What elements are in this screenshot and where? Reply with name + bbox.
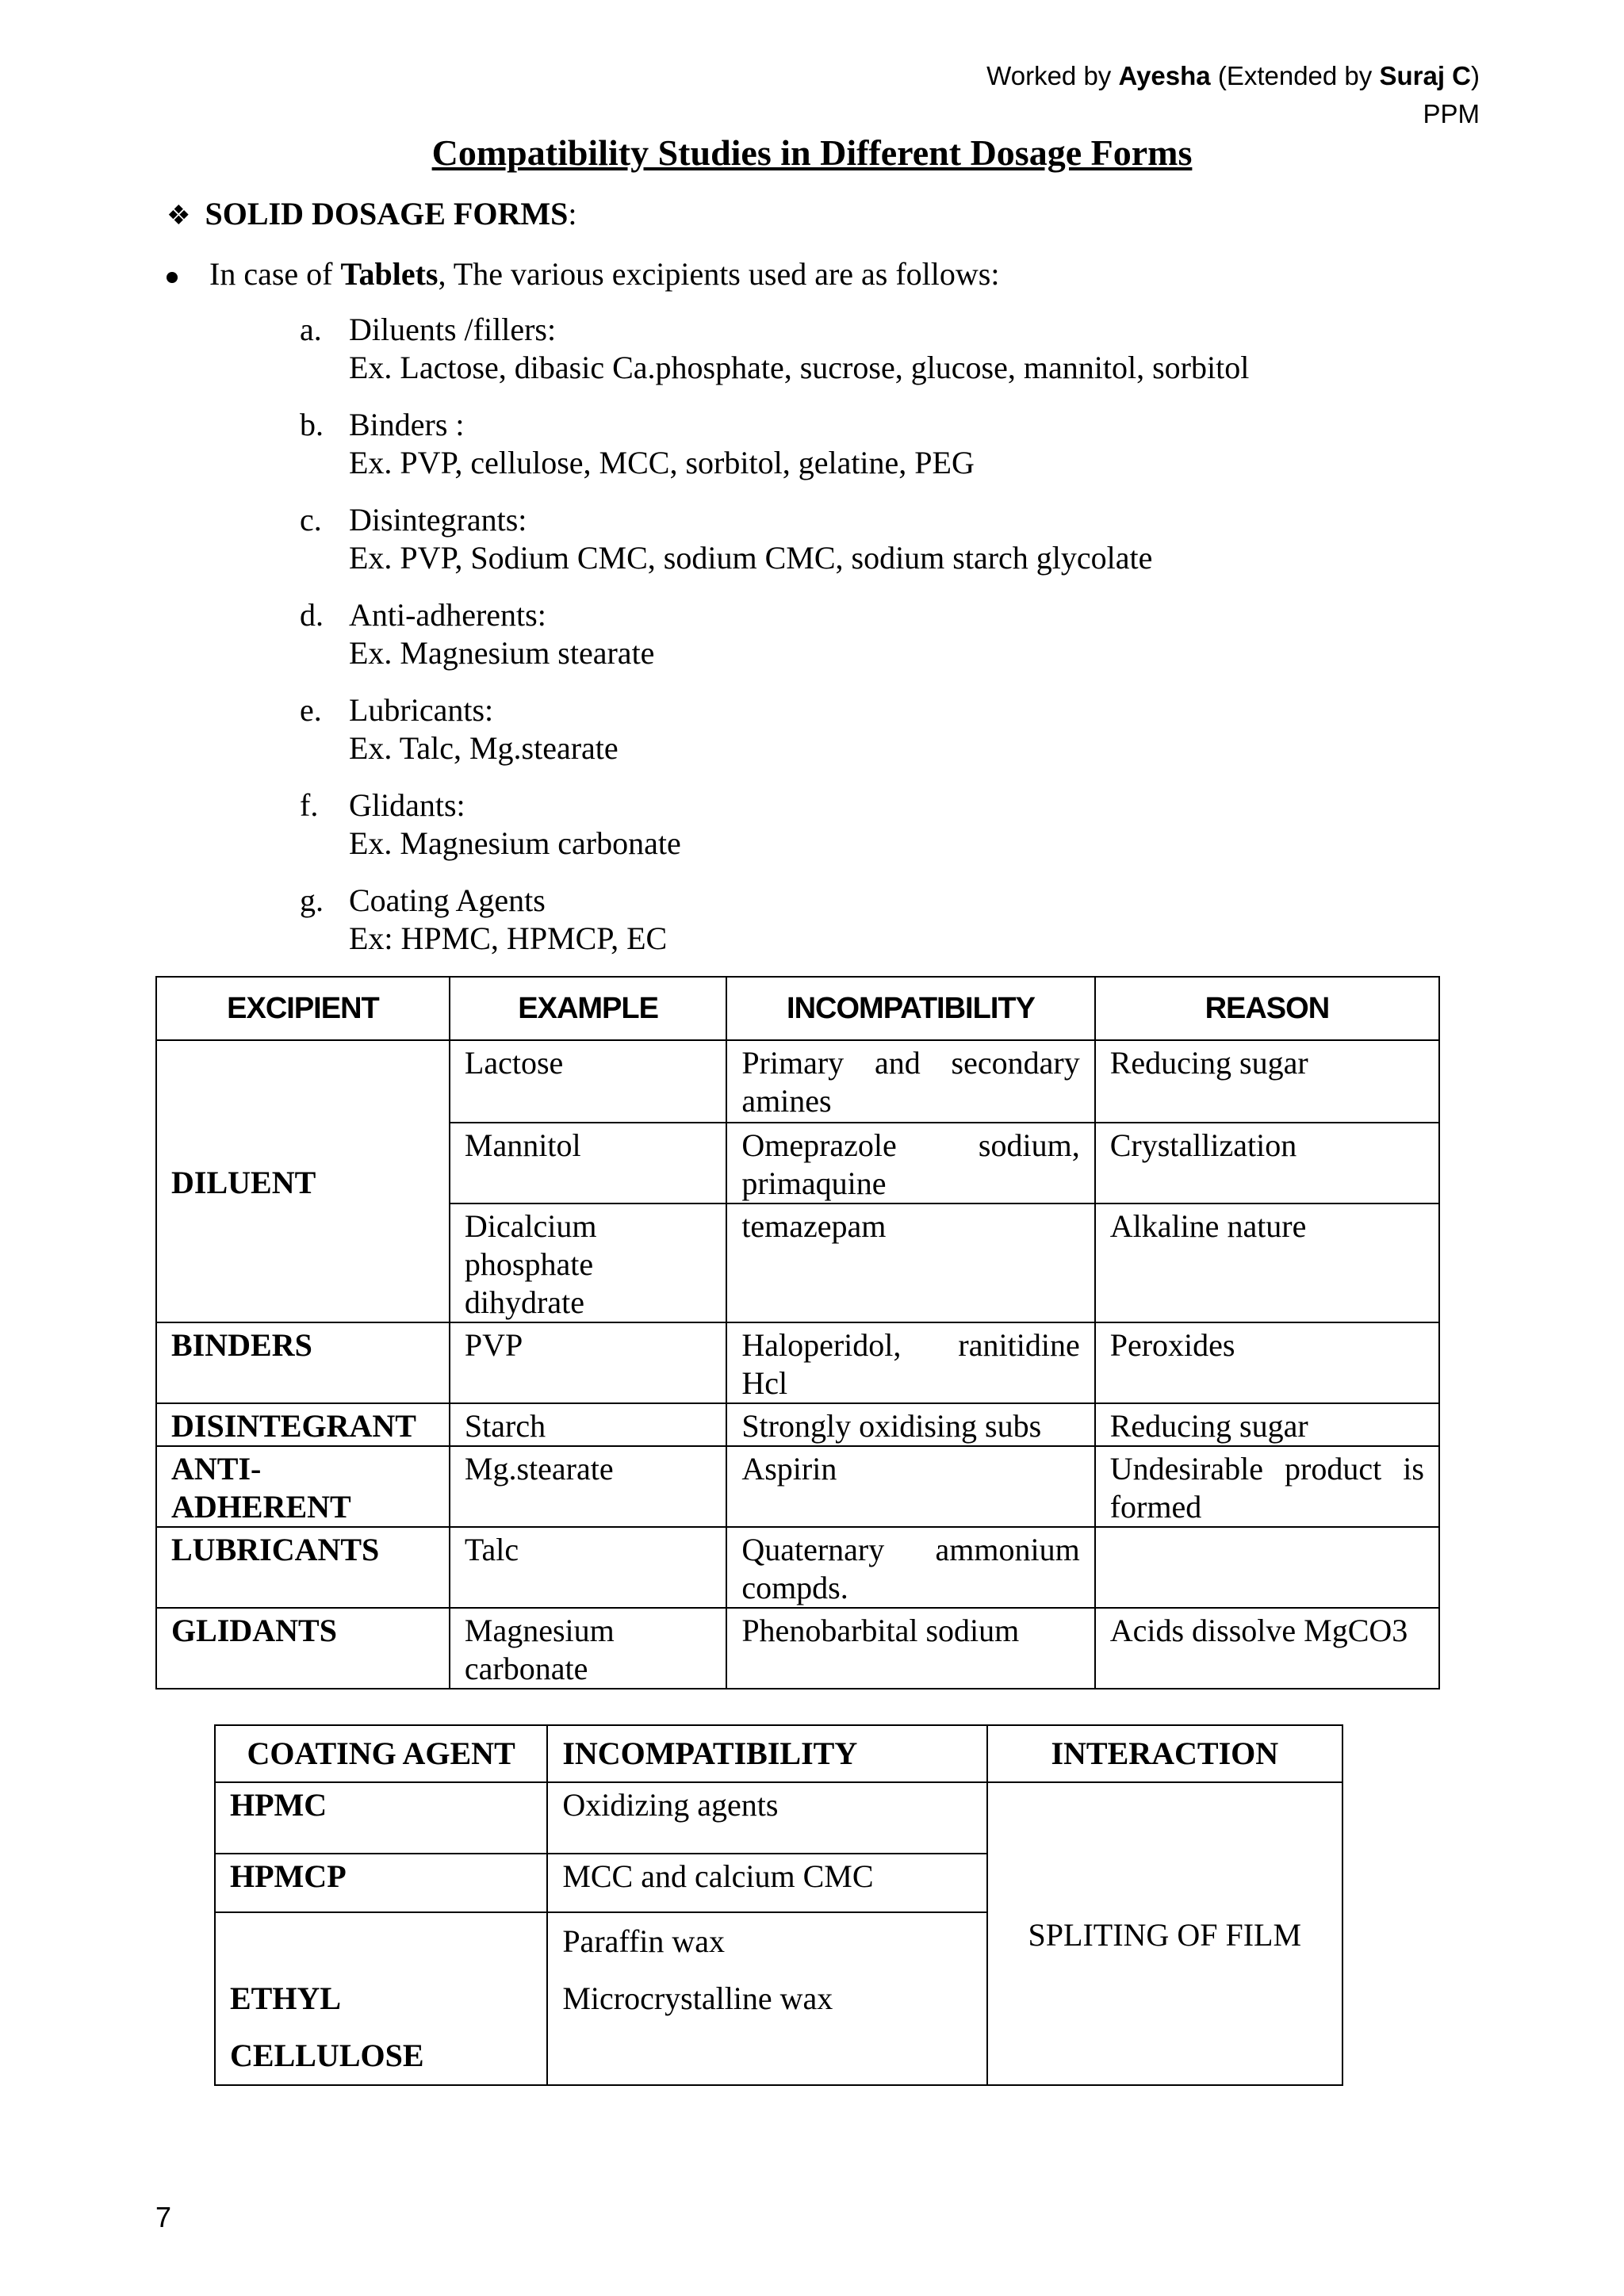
header-credit-prefix: Worked by [986, 61, 1119, 90]
column-header: REASON [1095, 977, 1439, 1040]
table-row [156, 1040, 1439, 1123]
list-examples: Ex. PVP, cellulose, MCC, sorbitol, gelatine, PEG [349, 445, 975, 480]
example-cell: Dicalcium phosphate dihydrate [450, 1203, 726, 1322]
list-letter: f. [300, 787, 319, 823]
coating-agent-line: CELLULOSE [230, 2038, 424, 2073]
section-heading [167, 195, 576, 232]
section-heading-label: SOLID DOSAGE FORMS [205, 196, 569, 232]
header-credit-line [986, 57, 1480, 95]
list-letter: g. [300, 882, 324, 918]
interaction-cell: SPLITING OF FILM [987, 1782, 1342, 2085]
table-row [156, 1322, 1439, 1403]
coating-agent-cell: HPMC [215, 1782, 547, 1854]
list-category: Disintegrants: [349, 502, 527, 538]
column-header: EXCIPIENT [156, 977, 450, 1040]
incompatibility-cell: MCC and calcium CMC [547, 1854, 986, 1912]
example-cell: Mg.stearate [450, 1446, 726, 1527]
intro-text-suffix: , The various excipients used are as follows: [438, 256, 1000, 292]
incompatibility-cell: temazepam [726, 1203, 1094, 1322]
incompatibility-cell: Quaternary ammonium compds. [726, 1527, 1094, 1608]
section-heading-suffix: : [568, 196, 577, 232]
list-letter: e. [300, 692, 322, 728]
incompatibility-cell: Oxidizing agents [547, 1782, 986, 1854]
excipient-cell: ANTI-ADHERENT [156, 1446, 450, 1527]
list-category: Diluents /fillers: [349, 312, 557, 347]
reason-cell: Reducing sugar [1095, 1040, 1439, 1123]
intro-text-bold: Tablets [340, 256, 439, 292]
excipient-cell: LUBRICANTS [156, 1527, 450, 1608]
excipient-incompatibility-table [155, 976, 1440, 1689]
list-letter: a. [300, 312, 322, 347]
header-credit-middle: (Extended by [1210, 61, 1380, 90]
example-cell: Magnesium carbonate [450, 1608, 726, 1689]
list-category: Glidants: [349, 787, 465, 823]
intro-bullet [167, 255, 999, 293]
list-letter: d. [300, 597, 324, 633]
coating-agent-line: ETHYL [230, 1980, 342, 2016]
table-row [156, 1527, 1439, 1608]
reason-cell: Crystallization [1095, 1123, 1439, 1203]
list-examples: Ex. PVP, Sodium CMC, sodium CMC, sodium starch glycolate [349, 540, 1153, 576]
reason-cell [1095, 1527, 1439, 1608]
list-examples: Ex. Talc, Mg.stearate [349, 730, 619, 766]
list-examples: Ex: HPMC, HPMCP, EC [349, 920, 668, 956]
extender-name: Suraj C [1379, 61, 1471, 90]
excipient-cell: GLIDANTS [156, 1608, 450, 1689]
reason-cell: Reducing sugar [1095, 1403, 1439, 1446]
reason-cell: Acids dissolve MgCO3 [1095, 1608, 1439, 1689]
page-number: 7 [155, 2201, 172, 2233]
list-letter: b. [300, 407, 324, 442]
reason-cell: Undesirable product is formed [1095, 1446, 1439, 1527]
incompatibility-cell: Omeprazole sodium, primaquine [726, 1123, 1094, 1203]
column-header: COATING AGENT [215, 1725, 547, 1782]
list-examples: Ex. Magnesium carbonate [349, 825, 681, 861]
header-subject: PPM [1423, 99, 1480, 128]
excipient-cell: BINDERS [156, 1322, 450, 1403]
incompatibility-cell: Primary and secondary amines [726, 1040, 1094, 1123]
incompatibility-cell: Aspirin [726, 1446, 1094, 1527]
intro-text-prefix: In case of [209, 256, 341, 292]
table-header-row [156, 977, 1439, 1040]
list-category: Anti-adherents: [349, 597, 546, 633]
column-header: INCOMPATIBILITY [726, 977, 1094, 1040]
incompatibility-cell: Phenobarbital sodium [726, 1608, 1094, 1689]
coating-agent-cell: HPMCP [215, 1854, 547, 1912]
example-cell: Talc [450, 1527, 726, 1608]
example-cell: Mannitol [450, 1123, 726, 1203]
list-category: Coating Agents [349, 882, 546, 918]
table-row [156, 1608, 1439, 1689]
example-cell: PVP [450, 1322, 726, 1403]
table-row [156, 1403, 1439, 1446]
incompatibility-line: Paraffin wax [562, 1923, 726, 1959]
table-row [215, 1782, 1342, 1854]
header-credit-suffix: ) [1471, 61, 1480, 90]
coating-agent-table [214, 1724, 1343, 2086]
incompatibility-cell: Haloperidol, ranitidine Hcl [726, 1322, 1094, 1403]
excipient-cell: DILUENT [156, 1040, 450, 1322]
incompatibility-cell: Strongly oxidising subs [726, 1403, 1094, 1446]
page-header [986, 57, 1480, 133]
list-category: Lubricants: [349, 692, 494, 728]
example-cell: Lactose [450, 1040, 726, 1123]
list-category: Binders : [349, 407, 465, 442]
list-examples: Ex. Magnesium stearate [349, 635, 655, 671]
table-header-row [215, 1725, 1342, 1782]
incompatibility-line: Microcrystalline wax [562, 1980, 833, 2016]
bullet-icon [167, 272, 178, 283]
list-examples: Ex. Lactose, dibasic Ca.phosphate, sucrose, glucose, mannitol, sorbitol [349, 350, 1250, 385]
incompatibility-cell [547, 1912, 986, 2085]
table-row [156, 1446, 1439, 1527]
reason-cell: Peroxides [1095, 1322, 1439, 1403]
page-title: Compatibility Studies in Different Dosage Forms [431, 132, 1193, 173]
coating-agent-cell [215, 1912, 547, 2085]
excipient-cell: DISINTEGRANT [156, 1403, 450, 1446]
four-diamond-icon: ❖ [167, 201, 191, 231]
reason-cell: Alkaline nature [1095, 1203, 1439, 1322]
column-header: INCOMPATIBILITY [547, 1725, 986, 1782]
author-name: Ayesha [1118, 61, 1211, 90]
example-cell: Starch [450, 1403, 726, 1446]
column-header: INTERACTION [987, 1725, 1342, 1782]
column-header: EXAMPLE [450, 977, 726, 1040]
list-letter: c. [300, 502, 322, 538]
